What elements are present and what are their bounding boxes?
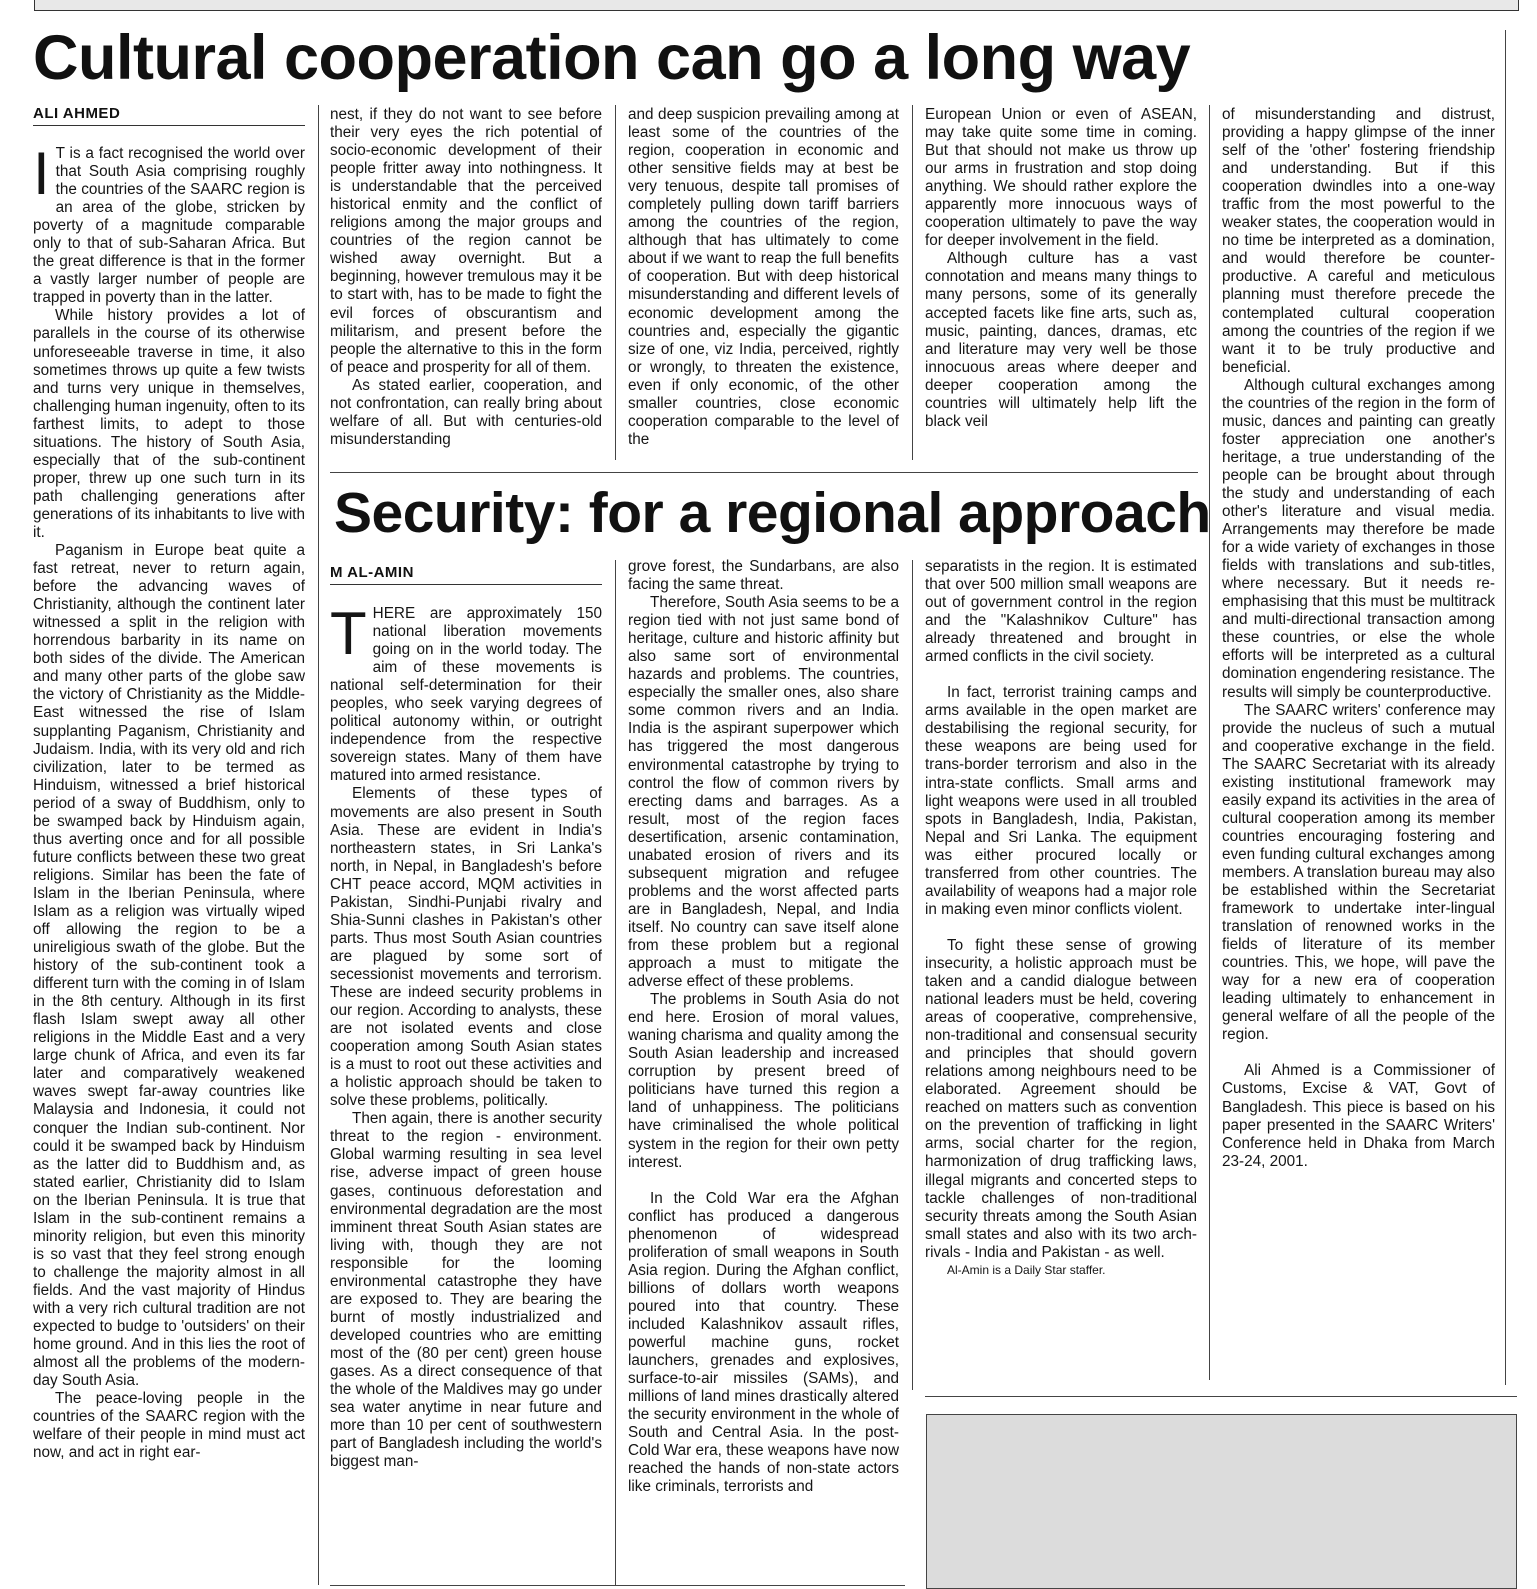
- column-rule: [912, 105, 913, 460]
- article1-paragraph: Paganism in Europe beat quite a fast retreat, never to return again, before the advancing waves of Christianity, although the continent later witnessed a split in the religion with horrendous barbarity in its name on both sides of the divide. The American and many other parts of the globe saw the victory of Christianity as the Middle-East witnessed the rise of Islam supplanting Paganism, Christianity and Judaism. India, with its very old and rich civilization, later to be termed as Hinduism, witnessed a brief historical period of a sway of Buddhism, only to be swamped back by Hinduism again, thus averting once and for all possible future conflicts between these two great religions. Similar has been the fate of Islam in the Iberian Peninsula, where Islam as a religion was virtually wiped off allowing the region to be a unireligious swath of the globe. But the history of the sub-continent took a different turn with the coming in of Islam in the 8th century. Although in its first flash Islam swept away all other religions in the Middle East and a very large chunk of Africa, and even its far later and comparatively weakened waves swept far-away countries like Malaysia and Indonesia, it could not conquer the Indian sub-continent. Nor could it be swamped back by Hinduism as the latter did to Buddhism and, as stated earlier, Christianity did to Islam on the Iberian Peninsula. It is true that Islam in the sub-continent remains a minority religion, but even this minority is so vast that they feel strong enough to challenge the majority almost in all fields. And the vast majority of Hindus with a very rich cultural tradition are not expected to budge to 'outsiders' on their home ground. And in this lies the root of almost all the problems of the modern-day South Asia.: [33, 542, 305, 1390]
- article1-paragraph: nest, if they do not want to see before their very eyes the rich potential of socio-economic development of their people fritter away into nothingness. It is understandable that the perceived historical enmity and the conflict of religions among the major groups and countries of the region cannot be wished away overnight. But a beginning, however tremulous may it be to start with, has to be made to fight the evil forces of obscurantism and militarism, and present before the people the alternative to this in the form of peace and prosperity for all of them.: [330, 106, 602, 376]
- article2-paragraph: Elements of these types of movements are also present in South Asia. These are evident in India's northeastern states, in Sri Lanka's north, in Nepal, in Bangladesh's before CHT peace accord, MQM activities in Pakistan, Sindhi-Punjabi rivalry and Shia-Sunni clashes in Pakistan's other parts. Thus most South Asian countries are plagued by some sort of secessionist movements and terrorism. These are indeed security problems in our region. According to analysts, these are not isolated events and close cooperation among South Asian states is a must to root out these activities and a holistic approach should be taken to solve these problems, politically.: [330, 785, 602, 1110]
- ad-separator: [925, 1396, 1517, 1397]
- bottom-rule: [330, 1585, 905, 1586]
- article1-column-3: [628, 106, 899, 458]
- article-separator: [330, 472, 1198, 473]
- article1-paragraph: of misunderstanding and distrust, providing a happy glimpse of the inner self of the 'other' fostering friendship and understanding. But if this cooperation dwindles into a one-way traffic from the most powerful to the weaker states, the cooperation would in no time be interpreted as a domination, and would therefore be counter-productive. A careful and meticulous planning must therefore precede the contemplated cultural cooperation among the countries of the region if we want it to be truly productive and beneficial.: [1222, 106, 1495, 376]
- article1-column-2: [330, 106, 602, 458]
- article2-paragraph: THERE are approximately 150 national liberation movements going on in the world today. The aim of these movements is national self-determination for their peoples, who seek varying degrees of political autonomy within, or outright independence from the respective sovereign states. Many of them have matured into armed resistance.: [330, 605, 602, 785]
- article2-paragraph: Therefore, South Asia seems to be a region tied with not just same bond of heritage, culture and historic affinity but also same sort of environmental hazards and problems. The countries, especially the smaller ones, also share some common rivers and an India. India is the aspirant superpower which has triggered the most dangerous environmental catastrophe by trying to control the flow of common rivers by erecting dams and barrages. As a result, most of the region faces desertification, arsenic contamination, unabated erosion of rivers and its subsequent migration and refugee problems and the worst affected parts are in Bangladesh, Nepal, and India itself. No country can save itself alone from these problem but a regional approach a must to mitigate the adverse effect of these problems.: [628, 594, 899, 991]
- column-rule: [615, 560, 616, 1585]
- article1-byline: ALI AHMED: [33, 105, 305, 126]
- column-rule: [615, 105, 616, 460]
- column-rule: [318, 105, 319, 1585]
- article2-column-3: [925, 558, 1197, 1358]
- column-rule: [912, 560, 913, 1390]
- dropcap: T: [330, 605, 367, 667]
- article1-paragraph: I T is a fact recognised the world over that South Asia comprising roughly the countries of the SAARC region is an area of the globe, stricken by poverty of a magnitude comparable only to that of sub-Saharan Africa. But the great difference is that in the former a vastly larger number of people are trapped in poverty than in the latter.: [33, 145, 305, 307]
- article2-paragraph: Then again, there is another security threat to the region - environment. Global warming resulting in sea level rise, adverse impact of green house gases, continuous deforestation and environmental degradation are the most imminent threat South Asian states are living with, though they are not responsible for the looming environmental catastrophe they have are exposed to. They are bearing the burnt of mostly industrialized and developed countries who are emitting most of the (80 per cent) green house gases. As a direct consequence of that the whole of the Maldives may go under sea water anytime in near future and more than 10 per cent of southwestern part of Bangladesh including the world's biggest man-: [330, 1110, 602, 1471]
- article1-paragraph: Although cultural exchanges among the countries of the region in the form of music, dances and painting can greatly foster appreciation one another's heritage, a true understanding of the people can be brought about through the study and understanding of each other's literature and visual media. Arrangements may therefore be made for a wide variety of exchanges in those fields with translations and sub-titles, where necessary. But it needs re-emphasising that this must be multitrack and multi-directional transaction among these countries, or else the whole efforts will be interpreted as a cultural domination engendering resistance. The results will simply be counterproductive.: [1222, 376, 1495, 701]
- article1-column-5: [1222, 106, 1495, 1306]
- article1-paragraph: The peace-loving people in the countries of the SAARC region with the welfare of their people in mind must act now, and act in right ear-: [33, 1390, 305, 1462]
- article1-paragraph: While history provides a lot of parallels in the course of its otherwise unforeseeable traverse in time, it also sometimes throws up quite a few twists and turns very unique in themselves, challenging human ingenuity, often to its farthest limits, to adept to those situations. The history of South Asia, especially that of the sub-continent proper, threw up one such turn in its path challenging generations after generations of its inhabitants to live with it.: [33, 307, 305, 541]
- article2-column-2: [628, 558, 899, 1583]
- article1-author-note: Ali Ahmed is a Commissioner of Customs, Excise & VAT, Govt of Bangladesh. This piece is based on his paper presented in the SAARC Writers' Conference held in Dhaka from March 23-24, 2001.: [1222, 1062, 1495, 1170]
- article1-paragraph: and deep suspicion prevailing among at least some of the countries of the region, cooperation in economic and other sensitive fields may at best be very tenuous, despite tall promises of completely pulling down tariff barriers among the countries of the region, although that has ultimately to come about if we want to reap the full benefits of cooperation. But with deep historical misunderstanding and different levels of economic development among the countries and, especially the gigantic size of one, viz India, perceived, rightly or wrongly, to threaten the existence, even if only economic, of the other smaller countries, close economic cooperation comparable to the level of the: [628, 106, 899, 448]
- article2-headline: Security: for a regional approach: [334, 481, 1211, 545]
- article2-paragraph: In fact, terrorist training camps and arms available in the open market are destabilising the regional security, for these weapons are being used for trans-border terrorism and also in the intra-state conflicts. Small arms and light weapons were used in all troubled spots in Bangladesh, India, Pakistan, Nepal and Sri Lanka. The equipment was either procured locally or transferred from other countries. The availability of weapons had a major role in making even minor conflicts violent.: [925, 684, 1197, 918]
- article1-column-1: [33, 145, 305, 1585]
- top-page-border: [34, 0, 1519, 11]
- article1-headline: Cultural cooperation can go a long way: [33, 23, 1191, 93]
- article1-column-4: [925, 106, 1197, 458]
- article1-paragraph: Although culture has a vast connotation and means many things to many persons, some of its generally accepted facets like fine arts, such as, music, painting, dances, dramas, etc and literature may very well be those innocuous areas where deeper and deeper cooperation among the countries will ultimately help lift the black veil: [925, 250, 1197, 430]
- article2-column-1: [330, 605, 602, 1580]
- dropcap: I: [33, 145, 50, 207]
- column-rule: [1209, 105, 1210, 1380]
- article1-paragraph: European Union or even of ASEAN, may take quite some time in coming. But that should not make us throw up our arms in frustration and stop doing anything. We should rather explore the apparently more innocuous ways of cooperation ultimately to pave the way for deeper involvement in the field.: [925, 106, 1197, 250]
- article2-paragraph: separatists in the region. It is estimated that over 500 million small weapons are out of government control in the region and the "Kalashnikov Culture" has already threatened and brought in armed conflicts in the civil society.: [925, 558, 1197, 666]
- page-rule-right: [1505, 30, 1506, 1385]
- article2-paragraph: In the Cold War era the Afghan conflict has produced a dangerous phenomenon of widespread proliferation of small weapons in South Asia region. During the Afghan conflict, billions of dollars worth weapons poured into that country. These included Kalashnikov assault rifles, powerful machine guns, rocket launchers, grenades and explosives, surface-to-air missiles (SAMs), and millions of land mines drastically altered the security environment in the whole of South and Central Asia. In the post-Cold War era, these weapons have now reached the hands of non-state actors like criminals, terrorists and: [628, 1189, 899, 1496]
- article2-paragraph: grove forest, the Sundarbans, are also facing the same threat.: [628, 558, 899, 594]
- article2-paragraph: The problems in South Asia do not end here. Erosion of moral values, waning charisma and quality among the South Asian leadership and increased corruption by present breed of politicians have turned this region a land of unhappiness. The politicians have criminalised the whole political system in the region for their own petty interest.: [628, 991, 899, 1171]
- advertisement-placeholder: [926, 1414, 1517, 1589]
- article1-paragraph: The SAARC writers' conference may provide the nucleus of such a mutual and cooperative exchange in the field. The SAARC Secretariat with its already existing institutional framework may easily expand its activities in the area of cultural cooperation among its member countries encouraging fostering and even funding cultural exchanges among members. A translation bureau may also be established within the Secretariat framework to undertake inter-lingual translation of renowned works in the fields of literature of its member countries. This, we hope, will pave the way for a new era of cooperation leading ultimately to enhancement in general welfare of all the people of the region.: [1222, 701, 1495, 1044]
- article2-author-note: Al-Amin is a Daily Star staffer.: [947, 1262, 1106, 1277]
- article2-paragraph: To fight these sense of growing insecurity, a holistic approach must be taken and a candid dialogue between national leaders must be held, covering areas of cooperative, comprehensive, non-traditional and consensual security and principles that should govern relations among neighbours need to be elaborated. Agreement should be reached on matters such as convention on the prevention of trafficking in light arms, social charter for the region, harmonization of drug trafficking laws, illegal migrants and concerted steps to tackle challenges of non-traditional security threats among the South Asian small states and also with its two arch-rivals - India and Pakistan - as well.: [925, 936, 1197, 1261]
- article1-paragraph: As stated earlier, cooperation, and not confrontation, can really bring about welfare of all. But with centuries-old misunderstanding: [330, 376, 602, 448]
- article2-byline: M AL-AMIN: [330, 564, 602, 585]
